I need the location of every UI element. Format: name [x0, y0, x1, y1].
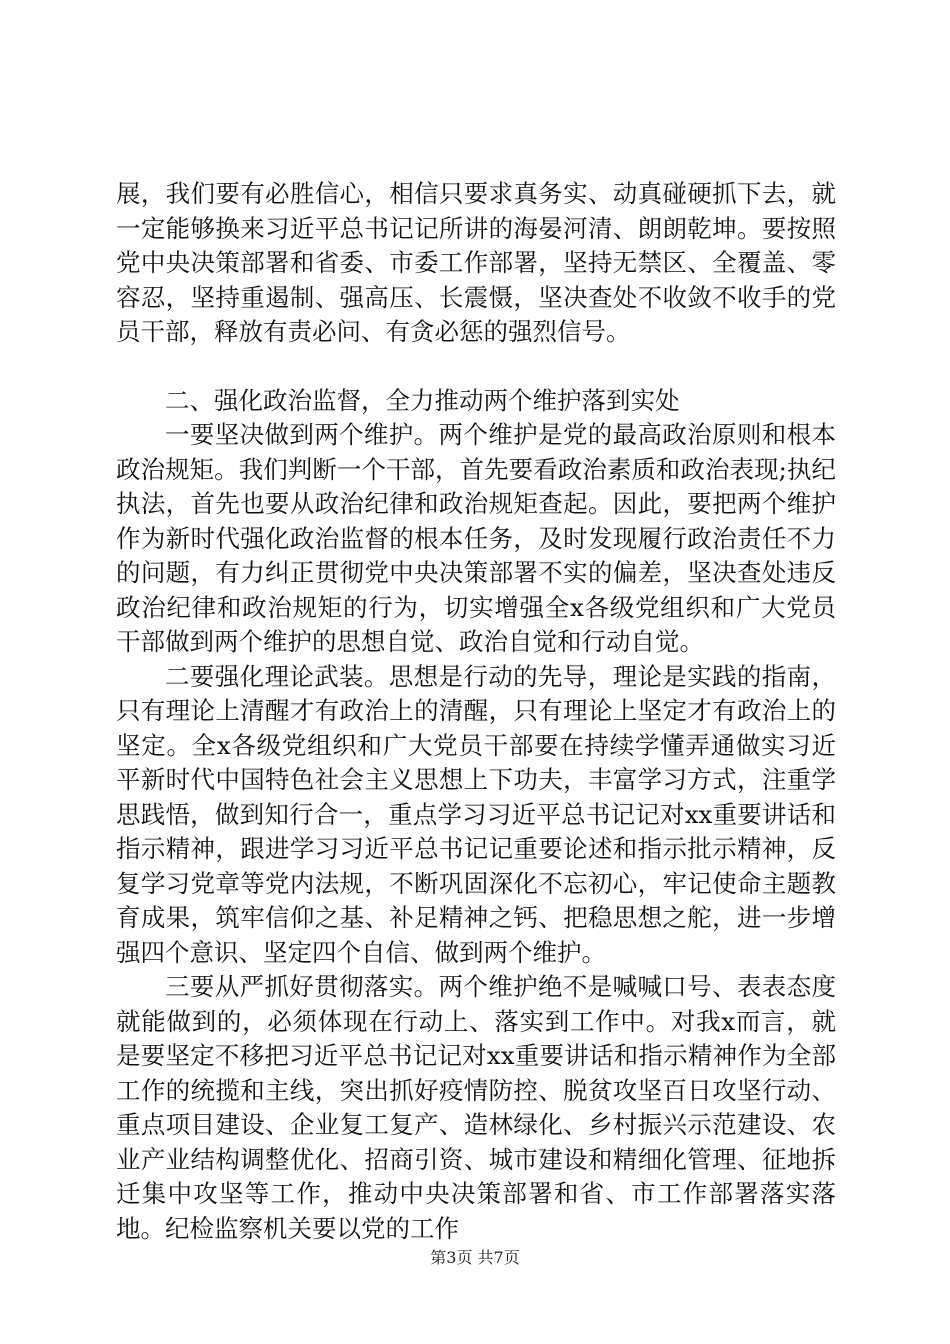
paragraph-continuation: 展，我们要有必胜信心，相信只要求真务实、动真碰硬抓下去，就一定能够换来习近平总书记记所讲的海晏河清、朗朗乾坤。要按照党中央决策部署和省委、市委工作部署，坚持无禁区、全覆盖、零容忍，坚持重遏制、强高压、长震慑，坚决查处不收敛不收手的党员干部，释放有责必问、有贪必惩的强烈信号。 [116, 179, 836, 346]
paragraph-gap [116, 350, 836, 384]
paragraph-item-two: 二要强化理论武装。思想是行动的先导，理论是实践的指南，只有理论上清醒才有政治上的清醒，只有理论上坚定才有政治上的坚定。全x各级党组织和广大党员干部要在持续学懂弄通做实习近平新时代中国特色社会主义思想上下功夫，丰富学习方式，注重学思践悟，做到知行合一，重点学习习近平总书记记对xx重要讲话和指示精神，跟进学习习近平总书记记重要论述和指示批示精神，反复学习党章等党内法规，不断巩固深化不忘初心，牢记使命主题教育成果，筑牢信仰之基、补足精神之钙、把稳思想之舵，进一步增强四个意识、坚定四个自信、做到两个维护。 [116, 661, 836, 967]
paragraph-item-three: 三要从严抓好贯彻落实。两个维护绝不是喊喊口号、表表态度就能做到的，必须体现在行动上、落实到工作中。对我x而言，就是要坚定不移把习近平总书记记对xx重要讲话和指示精神作为全部工作的统揽和主线，突出抓好疫情防控、脱贫攻坚百日攻坚行动、重点项目建设、企业复工复产、造林绿化、乡村振兴示范建设、农业产业结构调整优化、招商引资、城市建设和精细化管理、征地拆迁集中攻坚等工作，推动中央决策部署和省、市工作部署落实落地。纪检监察机关要以党的工作 [116, 972, 836, 1243]
document-body [116, 177, 836, 1246]
paragraph-item-one: 一要坚决做到两个维护。两个维护是党的最高政治原则和根本政治规矩。我们判断一个干部，首先要看政治素质和政治表现;执纪执法，首先也要从政治纪律和政治规矩查起。因此，要把两个维护作为新时代强化政治监督的根本任务，及时发现履行政治责任不力的问题，有力纠正贯彻党中央决策部署不实的偏差，坚决查处违反政治纪律和政治规矩的行为，切实增强全x各级党组织和广大党员干部做到两个维护的思想自觉、政治自觉和行动自觉。 [116, 420, 836, 656]
section-heading: 二、强化政治监督，全力推动两个维护落到实处 [165, 385, 680, 415]
page-number-footer: 第3页 共7页 [430, 1248, 520, 1267]
